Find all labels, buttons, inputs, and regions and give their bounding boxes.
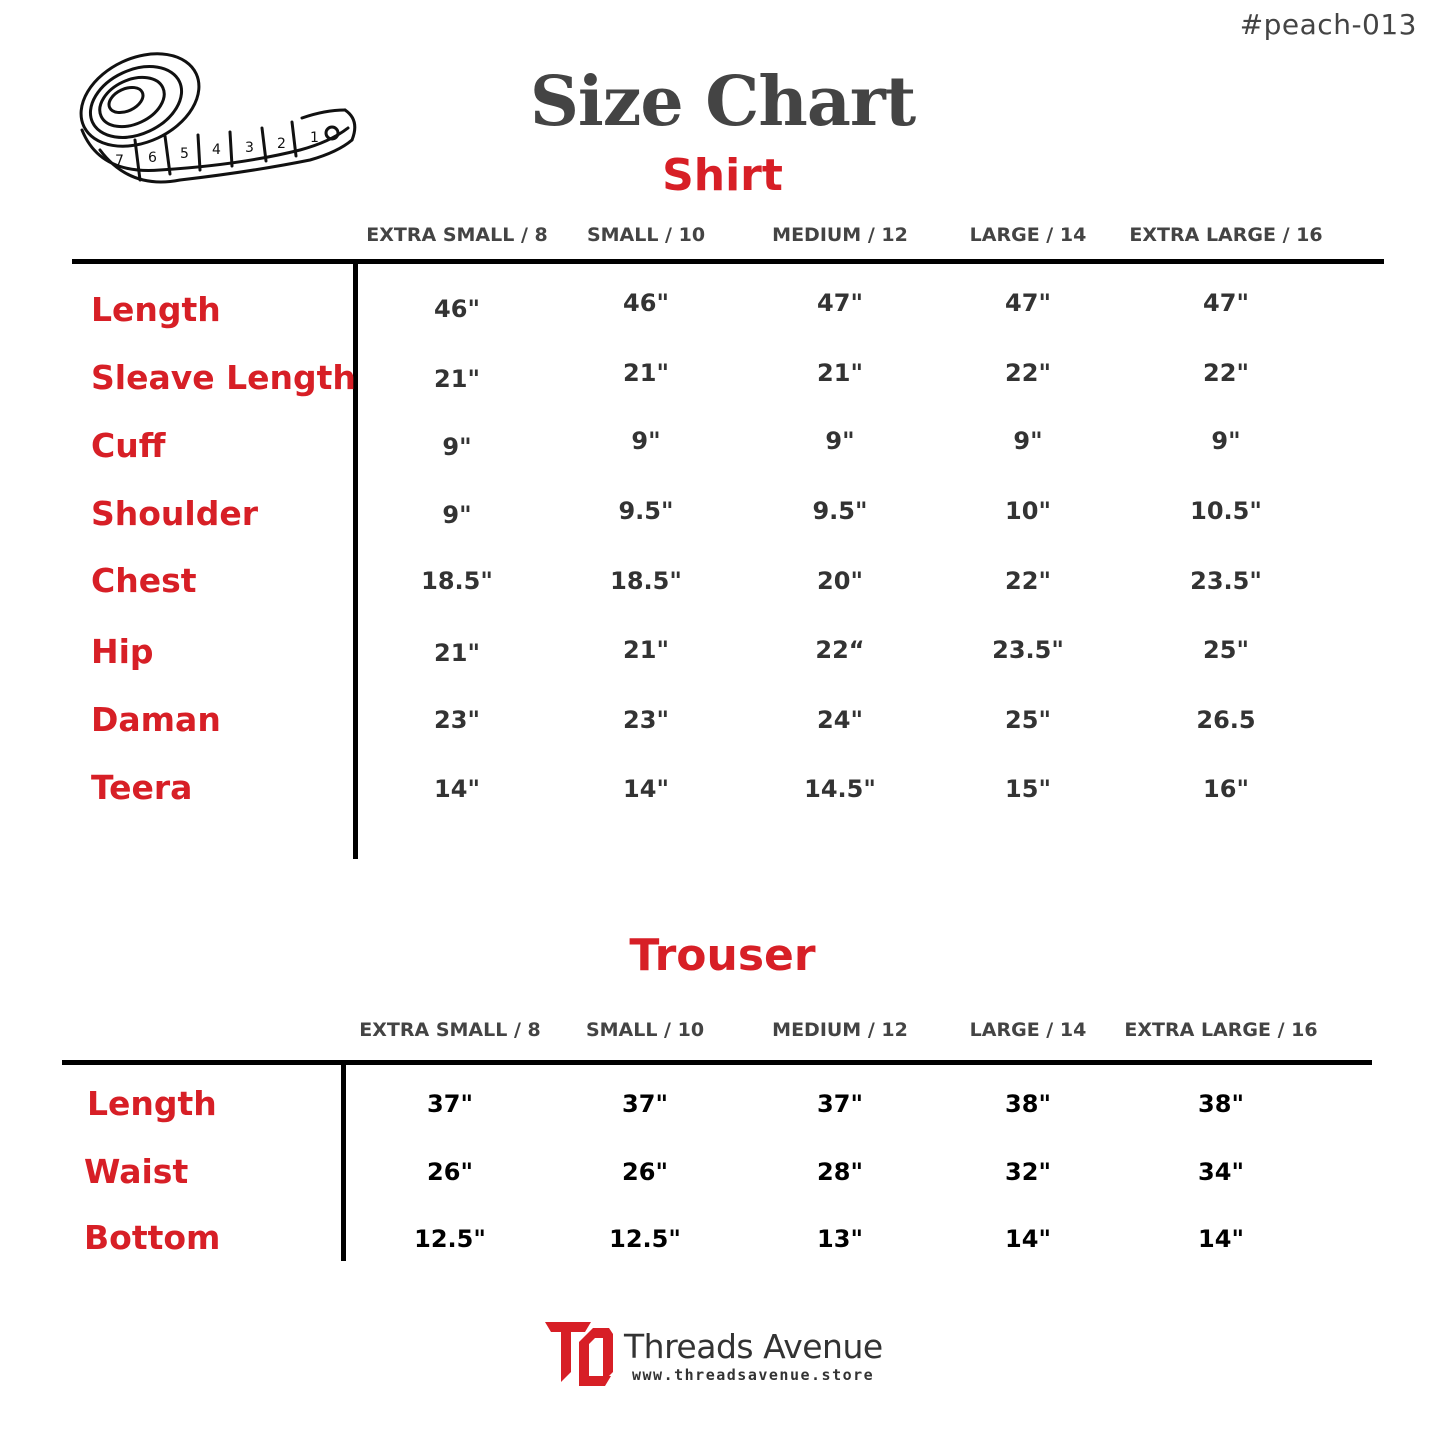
shirt-cell: 18.5" — [421, 567, 493, 595]
shirt-row-label: Cuff — [91, 426, 166, 465]
shirt-cell: 14" — [623, 775, 669, 803]
shirt-cell: 14" — [434, 775, 480, 803]
shirt-cell: 9" — [442, 433, 472, 461]
shirt-cell: 10" — [1005, 497, 1051, 525]
shirt-cell: 9" — [1013, 427, 1043, 455]
shirt-row-label: Chest — [91, 561, 197, 600]
shirt-cell: 15" — [1005, 775, 1051, 803]
brand-name: Threads Avenue — [624, 1327, 883, 1366]
trouser-size-header: MEDIUM / 12 — [772, 1019, 908, 1041]
shirt-cell: 20" — [817, 567, 863, 595]
trouser-cell: 12.5" — [414, 1225, 486, 1253]
shirt-cell: 18.5" — [610, 567, 682, 595]
shirt-cell: 47" — [1203, 289, 1249, 317]
trouser-cell: 28" — [817, 1158, 863, 1186]
shirt-column-divider — [353, 262, 358, 859]
shirt-cell: 21" — [623, 359, 669, 387]
shirt-cell: 25" — [1005, 706, 1051, 734]
trouser-cell: 34" — [1198, 1158, 1244, 1186]
trouser-cell: 32" — [1005, 1158, 1051, 1186]
shirt-cell: 9" — [442, 501, 472, 529]
shirt-size-header: EXTRA LARGE / 16 — [1129, 224, 1323, 246]
trouser-row-label: Length — [87, 1084, 217, 1123]
shirt-size-header: MEDIUM / 12 — [772, 224, 908, 246]
shirt-header-divider — [72, 259, 1384, 264]
shirt-cell: 25" — [1203, 636, 1249, 664]
shirt-cell: 9" — [1211, 427, 1241, 455]
shirt-cell: 10.5" — [1190, 497, 1262, 525]
shirt-cell: 21" — [623, 636, 669, 664]
shirt-row-label: Teera — [91, 768, 193, 807]
svg-text:7: 7 — [115, 153, 124, 169]
shirt-cell: 22“ — [815, 636, 865, 664]
shirt-cell: 9.5" — [618, 497, 674, 525]
shirt-cell: 24" — [817, 706, 863, 734]
shirt-cell: 21" — [434, 365, 480, 393]
shirt-cell: 21" — [817, 359, 863, 387]
shirt-size-header: SMALL / 10 — [586, 224, 706, 246]
trouser-cell: 38" — [1198, 1090, 1244, 1118]
shirt-cell: 9" — [825, 427, 855, 455]
shirt-cell: 26.5 — [1196, 706, 1256, 734]
trouser-size-header: LARGE / 14 — [969, 1019, 1087, 1041]
shirt-cell: 21" — [434, 639, 480, 667]
shirt-size-header: LARGE / 14 — [969, 224, 1087, 246]
shirt-row-label: Sleave Length — [91, 358, 356, 397]
trouser-size-header: SMALL / 10 — [585, 1019, 705, 1041]
trouser-cell: 26" — [622, 1158, 668, 1186]
brand-url: www.threadsavenue.store — [632, 1366, 875, 1384]
shirt-cell: 46" — [434, 295, 480, 323]
shirt-cell: 22" — [1203, 359, 1249, 387]
svg-text:1: 1 — [310, 130, 319, 146]
page-title: Size Chart — [529, 62, 916, 142]
shirt-cell: 22" — [1005, 359, 1051, 387]
trouser-cell: 12.5" — [609, 1225, 681, 1253]
trouser-row-label: Bottom — [84, 1218, 221, 1257]
shirt-cell: 16" — [1203, 775, 1249, 803]
shirt-row-label: Length — [91, 290, 221, 329]
trouser-cell: 26" — [427, 1158, 473, 1186]
svg-text:6: 6 — [148, 150, 157, 166]
trouser-row-label: Waist — [84, 1152, 189, 1191]
shirt-cell: 9" — [631, 427, 661, 455]
trouser-cell: 14" — [1005, 1225, 1051, 1253]
shirt-cell: 14.5" — [804, 775, 876, 803]
shirt-cell: 23" — [434, 706, 480, 734]
trouser-cell: 37" — [427, 1090, 473, 1118]
svg-text:3: 3 — [245, 140, 254, 156]
shirt-cell: 22" — [1005, 567, 1051, 595]
trouser-cell: 14" — [1198, 1225, 1244, 1253]
threads-avenue-logo-icon — [545, 1322, 615, 1388]
trouser-header-divider — [62, 1060, 1372, 1065]
shirt-row-label: Hip — [91, 632, 154, 671]
shirt-cell: 23.5" — [992, 636, 1064, 664]
trouser-size-header: EXTRA SMALL / 8 — [359, 1019, 541, 1041]
shirt-cell: 47" — [817, 289, 863, 317]
trouser-cell: 13" — [817, 1225, 863, 1253]
shirt-cell: 23" — [623, 706, 669, 734]
shirt-cell: 23.5" — [1190, 567, 1262, 595]
shirt-cell: 47" — [1005, 289, 1051, 317]
svg-text:2: 2 — [277, 136, 286, 152]
trouser-size-header: EXTRA LARGE / 16 — [1124, 1019, 1318, 1041]
trouser-cell: 37" — [622, 1090, 668, 1118]
shirt-row-label: Shoulder — [91, 494, 259, 533]
trouser-column-divider — [341, 1063, 346, 1261]
shirt-cell: 9.5" — [812, 497, 868, 525]
shirt-section-title: Shirt — [662, 150, 783, 201]
shirt-row-label: Daman — [91, 700, 221, 739]
shirt-size-header: EXTRA SMALL / 8 — [366, 224, 548, 246]
svg-text:5: 5 — [180, 146, 189, 162]
shirt-cell: 46" — [623, 289, 669, 317]
product-code: #peach-013 — [1239, 8, 1417, 41]
trouser-cell: 37" — [817, 1090, 863, 1118]
trouser-section-title: Trouser — [629, 930, 816, 981]
trouser-cell: 38" — [1005, 1090, 1051, 1118]
svg-text:4: 4 — [212, 142, 221, 158]
